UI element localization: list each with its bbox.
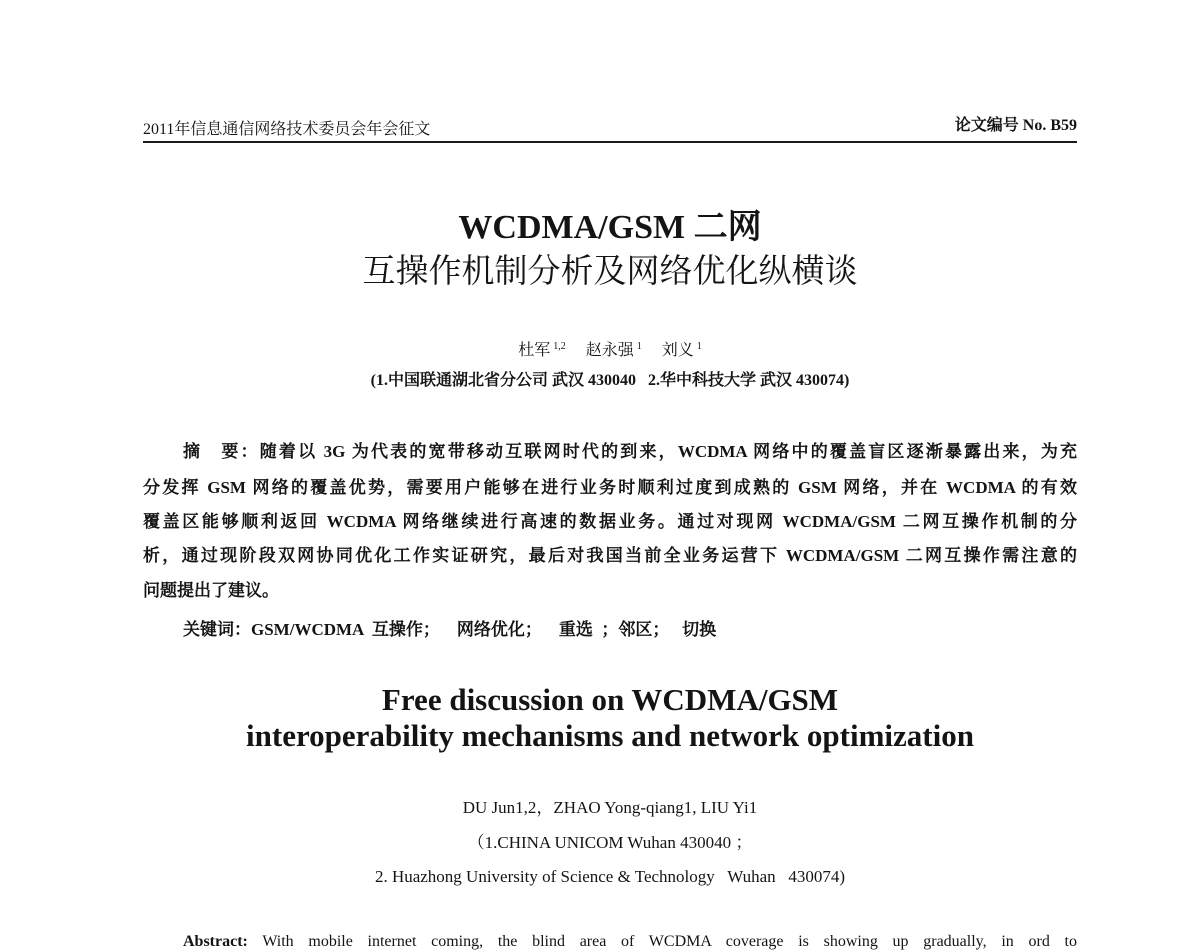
- keywords-cn: [183, 619, 716, 641]
- affiliation-cn: (1.中国联通湖北省分公司 武汉 430040 2.华中科技大学 武汉 430074): [370, 372, 850, 389]
- header-rule: [143, 141, 1077, 143]
- abstract-en: [183, 933, 1077, 951]
- author-affiliation-mark: 1: [696, 341, 702, 352]
- abstract-cn-line: 摘 要：随着以 3G 为代表的宽带移动互联网时代的到来，WCDMA 网络中的覆盖盲区逐渐暴露出来，为充: [183, 442, 1078, 461]
- author-cn: 赵永强 $^1$: [585, 341, 642, 359]
- author-cn: 杜军 $^{1,2}$: [518, 341, 566, 359]
- authors-cn: [143, 336, 1077, 362]
- abstract-en-label: Abstract:: [183, 933, 248, 950]
- authors-en: DU Jun1,2，ZHAO Yong-qiang1, LIU Yi1: [462, 798, 758, 817]
- conference-header: 2011年信息通信网络技术委员会年会征文: [143, 121, 431, 138]
- title-cn-line2: 互操作机制分析及网络优化纵横谈: [362, 254, 858, 290]
- author-cn: 刘义 $^1$: [661, 341, 702, 359]
- title-cn-line1: WCDMA/GSM 二网: [458, 209, 762, 246]
- affiliation-en-line1: （1.CHINA UNICOM Wuhan 430040 ；: [467, 833, 753, 852]
- abstract-cn-line: 问题提出了建议。: [143, 581, 279, 600]
- abstract-cn-line: 覆盖区能够顺利返回 WCDMA 网络继续进行高速的数据业务。通过对现网 WCDMA/GSM 二网互操作机制的分: [143, 512, 1077, 531]
- keywords-cn-label: 关键词：: [183, 620, 251, 639]
- abstract-en-text: With mobile internet coming, the blind area of WCDMA coverage is showing up gradually, in ord to: [262, 933, 1077, 950]
- author-affiliation-mark: 1,2: [553, 341, 566, 352]
- title-en-line2: interoperability mechanisms and network optimization: [246, 718, 974, 753]
- title-en-line1: Free discussion on WCDMA/GSM: [381, 682, 839, 717]
- author-affiliation-mark: 1: [636, 341, 642, 352]
- abstract-cn-line: 析，通过现阶段双网协同优化工作实证研究，最后对我国当前全业务运营下 WCDMA/GSM 二网互操作需注意的: [143, 546, 1077, 565]
- abstract-cn-label: 摘 要：: [183, 442, 260, 461]
- abstract-cn-line: 分发挥 GSM 网络的覆盖优势，需要用户能够在进行业务时顺利过度到成熟的 GSM 网络，并在 WCDMA 的有效: [143, 478, 1077, 497]
- affiliation-en-line2: 2. Huazhong University of Science & Technology Wuhan 430074): [374, 867, 846, 886]
- paper-number: 论文编号 No. B59: [954, 117, 1077, 134]
- keywords-cn-text: GSM/WCDMA 互操作； 网络优化； 重选 ；邻区； 切换: [251, 620, 717, 639]
